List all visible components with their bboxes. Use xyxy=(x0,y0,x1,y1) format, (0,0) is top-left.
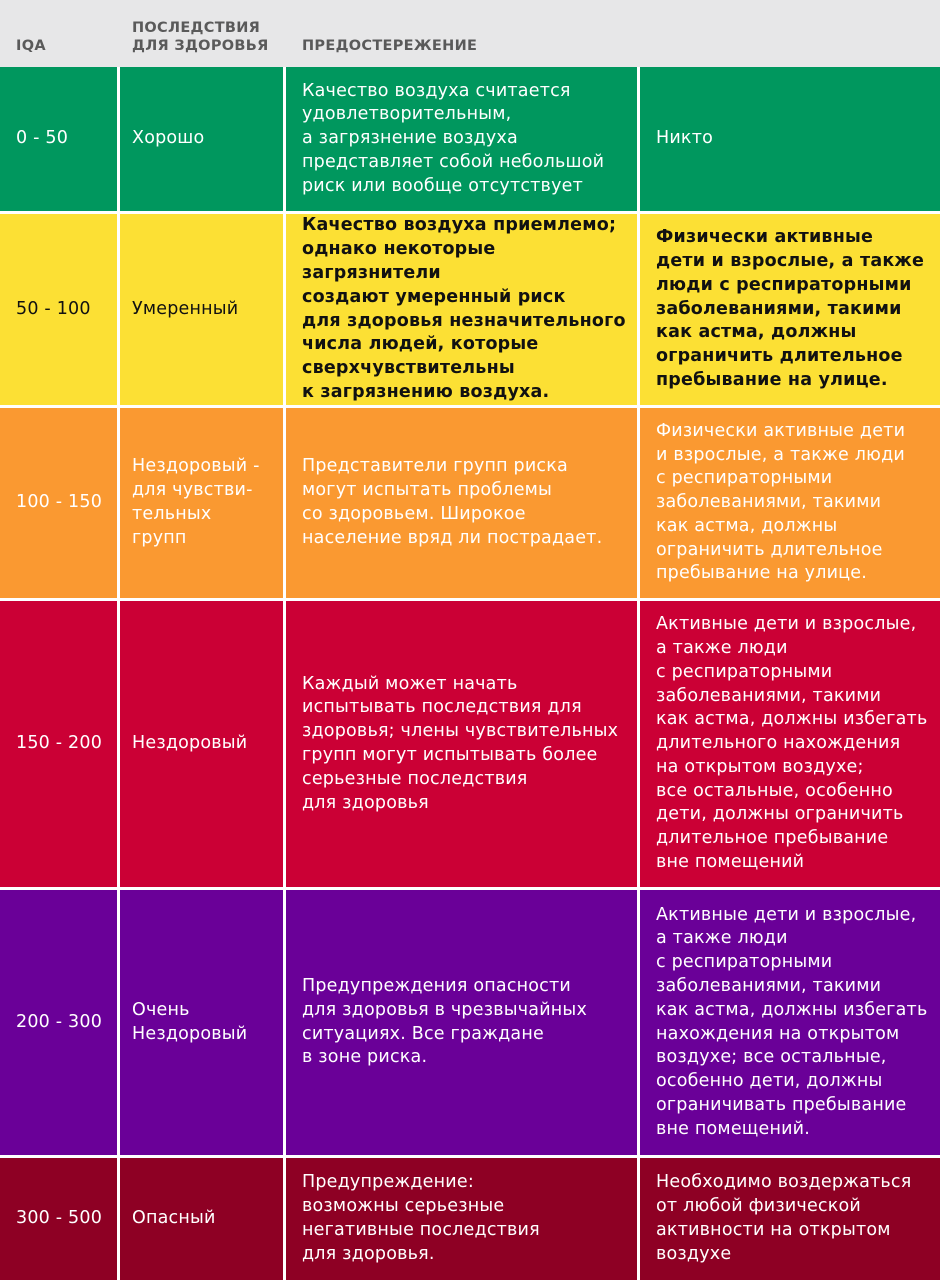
column-divider xyxy=(283,601,286,887)
column-divider xyxy=(117,214,120,405)
caution-text: Активные дети и взрослые, а также люди с респираторными заболеваниями, такими как астма, должны избегать длительного нахождения на открытом воздухе; все остальные, особенно дети, должны ограничить длительное пребывание вне помещений xyxy=(640,601,940,887)
column-divider xyxy=(637,1158,640,1280)
health-description: Представители групп риска могут испытать проблемы со здоровьем. Широкое население вряд ли пострадает. xyxy=(286,408,637,598)
aqi-range: 300 - 500 xyxy=(0,1158,117,1280)
column-divider xyxy=(637,214,640,405)
column-divider xyxy=(117,67,120,211)
table-header xyxy=(0,0,940,67)
column-divider xyxy=(637,408,640,598)
column-divider xyxy=(637,890,640,1155)
column-divider xyxy=(117,890,120,1155)
header-caution: ПРЕДОСТЕРЕЖЕНИЕ xyxy=(302,38,478,54)
column-divider xyxy=(283,67,286,211)
health-description: Предупреждение: возможны серьезные негативные последствия для здоровья. xyxy=(286,1158,637,1280)
header-health-effects: ПОСЛЕДСТВИЯ ДЛЯ ЗДОРОВЬЯ xyxy=(132,20,269,54)
health-description: Предупреждения опасности для здоровья в чрезвычайных ситуациях. Все граждане в зоне риска. xyxy=(286,890,637,1155)
column-divider xyxy=(637,601,640,887)
health-level: Опасный xyxy=(120,1158,283,1280)
health-level: Нездоровый - для чувстви- тельных групп xyxy=(120,408,283,598)
aqi-range: 100 - 150 xyxy=(0,408,117,598)
table-row-unhealthy-sensitive xyxy=(0,408,940,598)
health-description: Качество воздуха считается удовлетворительным, а загрязнение воздуха представляет собой небольшой риск или вообще отсутствует xyxy=(286,67,637,211)
caution-text: Необходимо воздержаться от любой физической активности на открытом воздухе xyxy=(640,1158,940,1280)
health-description: Качество воздуха приемлемо; однако некоторые загрязнители создают умеренный риск для здоровья незначительного числа людей, которые сверхчувствительны к загрязнению воздуха. xyxy=(286,214,637,405)
aqi-range: 200 - 300 xyxy=(0,890,117,1155)
header-iqa: IQA xyxy=(16,38,46,54)
column-divider xyxy=(283,214,286,405)
caution-text: Активные дети и взрослые, а также люди с респираторными заболеваниями, такими как астма, должны избегать нахождения на открытом воздухе; все остальные, особенно дети, должны ограничивать пребывание вне помещений. xyxy=(640,890,940,1155)
table-row-good xyxy=(0,67,940,211)
aqi-range: 50 - 100 xyxy=(0,214,117,405)
aqi-range: 150 - 200 xyxy=(0,601,117,887)
column-divider xyxy=(117,601,120,887)
health-level: Умеренный xyxy=(120,214,283,405)
table-row-hazardous xyxy=(0,1158,940,1280)
column-divider xyxy=(283,408,286,598)
column-divider xyxy=(117,1158,120,1280)
caution-text: Физически активные дети и взрослые, а также люди с респираторными заболеваниями, такими как астма, должны ограничить длительное пребывание на улице. xyxy=(640,408,940,598)
health-level: Хорошо xyxy=(120,67,283,211)
health-level: Очень Нездоровый xyxy=(120,890,283,1155)
column-divider xyxy=(637,67,640,211)
table-row-very-unhealthy xyxy=(0,890,940,1155)
health-description: Каждый может начать испытывать последствия для здоровья; члены чувствительных групп могут испытывать более серьезные последствия для здоровья xyxy=(286,601,637,887)
header-recommendation xyxy=(656,0,936,67)
column-divider xyxy=(283,1158,286,1280)
health-level: Нездоровый xyxy=(120,601,283,887)
column-divider xyxy=(117,408,120,598)
table-row-moderate xyxy=(0,214,940,405)
column-divider xyxy=(283,890,286,1155)
caution-text: Никто xyxy=(640,67,940,211)
table-row-unhealthy xyxy=(0,601,940,887)
caution-text: Физически активные дети и взрослые, а также люди с респираторными заболеваниями, такими как астма, должны ограничить длительное пребывание на улице. xyxy=(640,214,940,405)
aqi-range: 0 - 50 xyxy=(0,67,117,211)
